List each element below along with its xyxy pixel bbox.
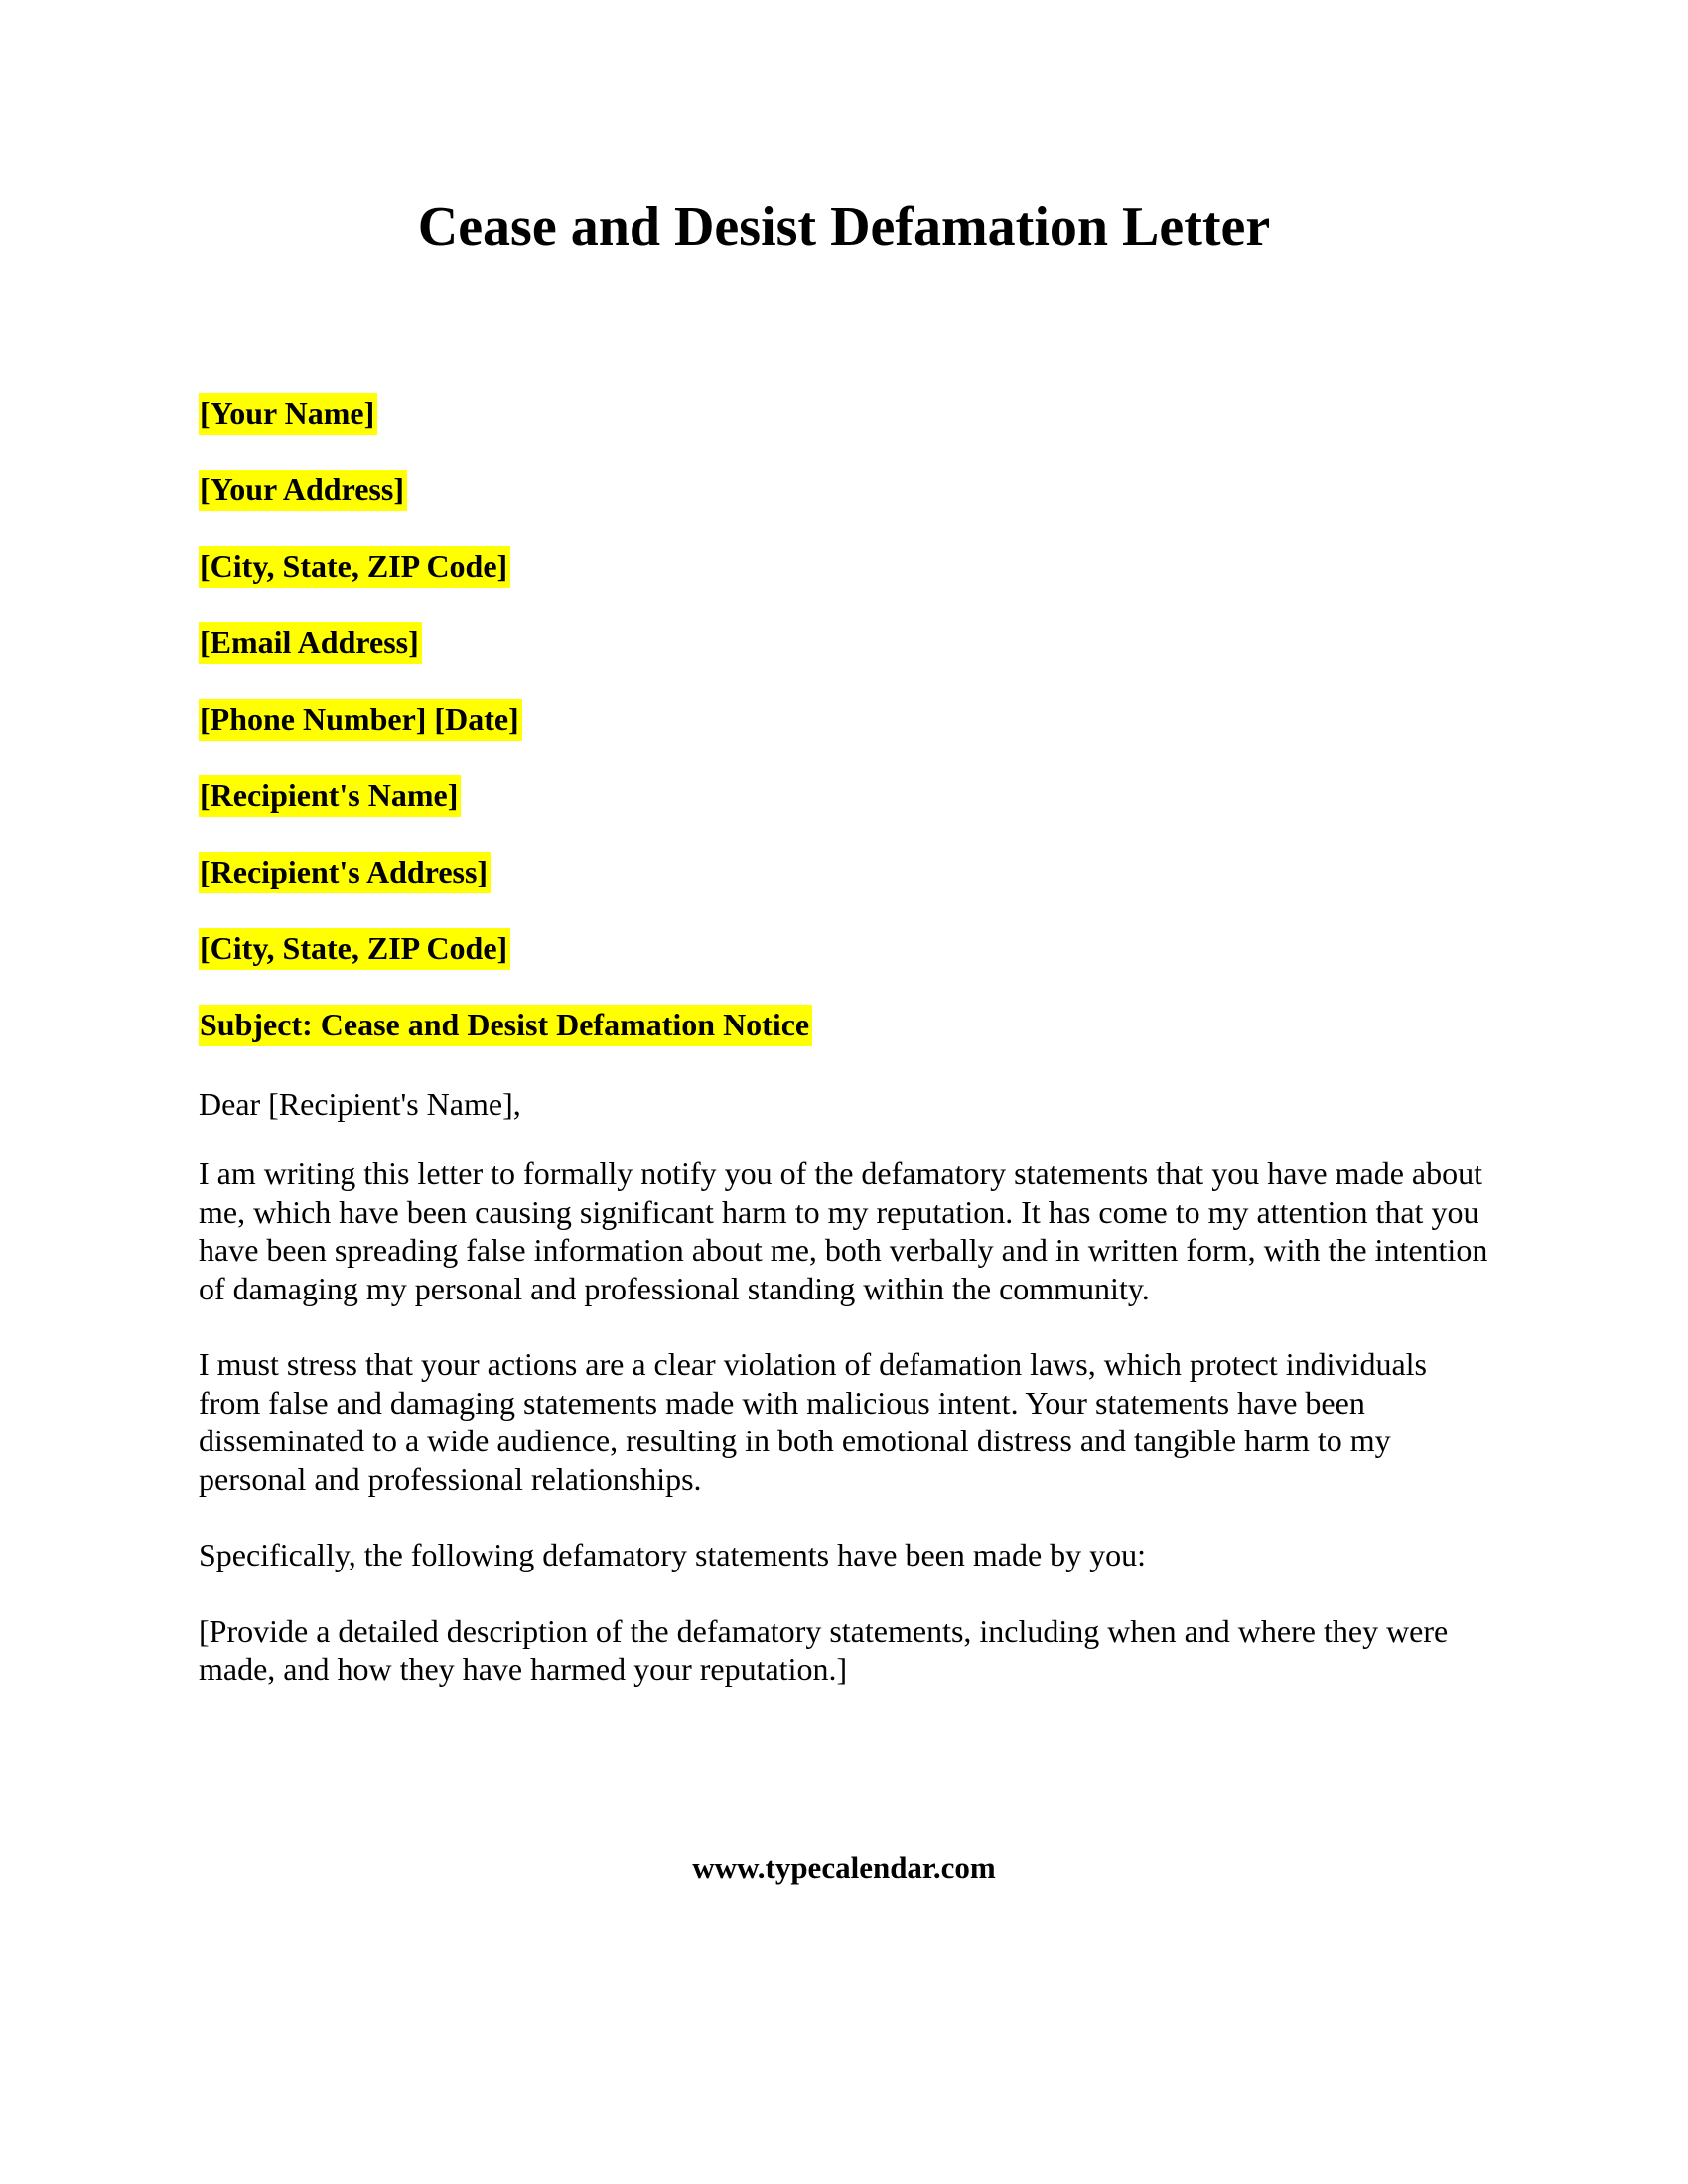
footer-website: www.typecalendar.com [692,1850,996,1885]
recipient-city-field [199,932,1489,964]
highlighted-placeholder: [Phone Number] [Date] [199,699,522,741]
salutation: Dear [Recipient's Name], [199,1086,521,1122]
highlighted-placeholder: [Recipient's Name] [199,775,461,817]
body-paragraph-1: I am writing this letter to formally notify you of the defamatory statements that you have made about me, which have been causing significant harm to my reputation. It has come to my attention that you have been spreading false information about me, both verbally and in written form, with the intention of damaging my personal and professional standing within the community. [199,1156,1488,1306]
body-paragraph-3: Specifically, the following defamatory statements have been made by you: [199,1537,1147,1572]
subject-line [199,1009,1489,1040]
highlighted-placeholder: [Email Address] [199,622,422,664]
sender-phone-date-field [199,703,1489,735]
recipient-name-field [199,779,1489,811]
recipient-address-field [199,856,1489,887]
letter-body [199,397,1489,1726]
highlighted-placeholder: [City, State, ZIP Code] [199,928,510,970]
sender-address-field [199,474,1489,505]
sender-city-field [199,550,1489,582]
body-paragraph-2: I must stress that your actions are a clear violation of defamation laws, which protect individuals from false and damaging statements made with malicious intent. Your statements have been disseminated to a wide audience, resulting in both emotional distress and tangible harm to my personal and professional relationships. [199,1346,1427,1497]
body-paragraph-4: [Provide a detailed description of the defamatory statements, including when and where they were made, and how they have harmed your reputation.] [199,1612,1449,1687]
sender-email-field [199,626,1489,658]
highlighted-subject: Subject: Cease and Desist Defamation Notice [199,1005,812,1046]
highlighted-placeholder: [Your Address] [199,470,407,511]
sender-name-field [199,397,1489,429]
highlighted-placeholder: [Recipient's Address] [199,852,491,893]
highlighted-placeholder: [Your Name] [199,393,377,435]
page-title: Cease and Desist Defamation Letter [417,197,1271,258]
highlighted-placeholder: [City, State, ZIP Code] [199,546,510,588]
